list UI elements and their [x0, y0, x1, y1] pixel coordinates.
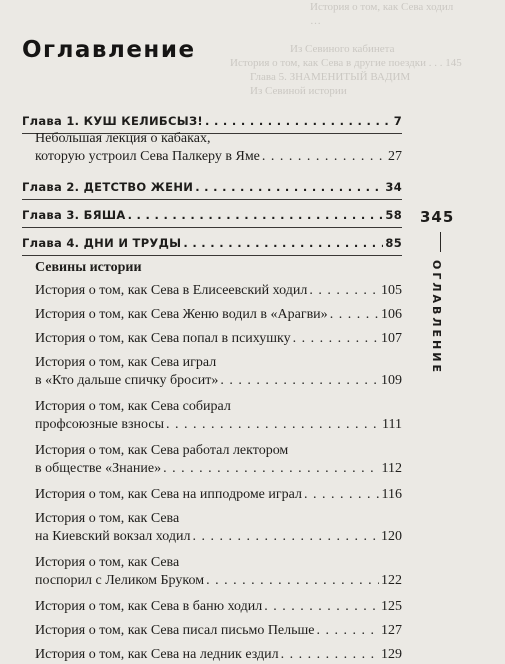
page-number: 7: [393, 114, 402, 128]
entry-line-2-wrap: [35, 416, 402, 434]
entry-line-2-wrap: [35, 528, 402, 546]
leader-dots: [195, 178, 383, 196]
page-number: 120: [381, 529, 402, 544]
toc-story-entry[interactable]: [35, 282, 402, 300]
folio-page-number: 345: [420, 208, 455, 226]
entry-line-2: которую устроил Сева Палкеру в Яме: [35, 149, 260, 164]
toc-story-entry[interactable]: [35, 398, 402, 434]
leader-dots: [293, 330, 379, 348]
page-number: 107: [381, 331, 402, 346]
entry-line-1: История о том, как Сева работал лектором: [35, 443, 289, 458]
entry-text: История о том, как Сева на ипподроме играл: [35, 487, 302, 502]
leader-dots: [166, 416, 380, 434]
toc-chapter-2[interactable]: [22, 178, 402, 200]
toc-story-entry[interactable]: [35, 510, 402, 546]
leader-dots: [262, 148, 386, 166]
entry-line-2: профсоюзные взносы: [35, 417, 164, 432]
toc-chapter-3[interactable]: [22, 206, 402, 228]
page-number: 34: [385, 180, 402, 194]
entry-line-1: Небольшая лекция о кабаках,: [35, 131, 211, 146]
entry-line-1: История о том, как Сева играл: [35, 355, 217, 370]
entry-text: История о том, как Сева в Елисеевский ходил: [35, 283, 308, 298]
chapter-label: Глава 3. БЯША: [22, 208, 126, 222]
leader-dots: [205, 112, 392, 130]
toc-story-entry[interactable]: [35, 622, 402, 640]
page-number: 122: [381, 573, 402, 588]
toc-story-entry[interactable]: [35, 330, 402, 348]
toc-subentry[interactable]: [35, 130, 402, 166]
page-number: 58: [385, 208, 402, 222]
entry-text: История о том, как Сева попал в психушку: [35, 331, 291, 346]
entry-line-2-wrap: [35, 372, 402, 390]
bleed-line: Из Севиной истории: [250, 85, 347, 97]
entry-line-2: в обществе «Знание»: [35, 461, 162, 476]
entry-text: История о том, как Сева писал письмо Пельше: [35, 623, 315, 638]
leader-dots: [163, 460, 379, 478]
chapter-label: Глава 4. ДНИ И ТРУДЫ: [22, 236, 182, 250]
page-title: Оглавление: [22, 37, 196, 63]
leader-dots: [128, 206, 384, 224]
entry-line-2-wrap: [35, 572, 402, 590]
chapter-label: Глава 2. ДЕТСТВО ЖЕНИ: [22, 180, 194, 194]
toc-story-entry[interactable]: [35, 354, 402, 390]
bleed-line: История о том, как Сева в другие поездки . . . 145: [230, 57, 462, 69]
toc-chapter-4[interactable]: [22, 234, 402, 256]
page-number: 112: [381, 461, 402, 476]
section-heading: Севины истории: [35, 260, 142, 275]
leader-dots: [330, 306, 379, 324]
toc-story-entry[interactable]: [35, 598, 402, 616]
page-number: 116: [381, 487, 402, 502]
page-number: 127: [381, 623, 402, 638]
toc-story-entry[interactable]: [35, 442, 402, 478]
toc-story-entry[interactable]: [35, 554, 402, 590]
chapter-label: Глава 1. КУШ КЕЛИБСЫЗ!: [22, 114, 203, 128]
page-number: 106: [381, 307, 402, 322]
entry-line-2-wrap: [35, 460, 402, 478]
leader-dots: [264, 598, 379, 616]
entry-text: История о том, как Сева в баню ходил: [35, 599, 263, 614]
entry-line-1: История о том, как Сева собирал: [35, 399, 231, 414]
bleed-through-text: [190, 0, 490, 100]
page-number: 129: [381, 647, 402, 662]
page-number: 109: [381, 373, 402, 388]
entry-line-2-wrap: [35, 148, 402, 166]
toc-story-entry[interactable]: [35, 306, 402, 324]
bleed-line: История о том, как Сева ходил: [310, 1, 454, 13]
bleed-line: Глава 5. ЗНАМЕНИТЫЙ ВАДИМ: [250, 71, 411, 83]
leader-dots: [309, 282, 379, 300]
entry-line-2: в «Кто дальше спичку бросит»: [35, 373, 219, 388]
running-head-divider: [440, 232, 441, 252]
running-head: ОГЛАВЛЕНИЕ: [430, 260, 443, 375]
entry-text: История о том, как Сева на ледник ездил: [35, 647, 279, 662]
entry-line-2: на Киевский вокзал ходил: [35, 529, 191, 544]
page-number: 27: [388, 149, 402, 164]
page-number: 85: [385, 236, 402, 250]
entry-line-1: История о том, как Сева: [35, 555, 180, 570]
toc-story-entry[interactable]: [35, 486, 402, 504]
page-number: 125: [381, 599, 402, 614]
entry-text: История о том, как Сева Женю водил в «Арагви»: [35, 307, 328, 322]
leader-dots: [304, 486, 380, 504]
entry-line-2: поспорил с Леликом Бруком: [35, 573, 205, 588]
leader-dots: [317, 622, 379, 640]
page-number: 105: [381, 283, 402, 298]
leader-dots: [183, 234, 383, 252]
bleed-line: …: [310, 15, 321, 27]
entry-line-1: История о том, как Сева: [35, 511, 180, 526]
bleed-line: Из Севиного кабинета: [290, 43, 395, 55]
leader-dots: [220, 372, 379, 390]
leader-dots: [192, 528, 379, 546]
leader-dots: [206, 572, 379, 590]
page-number: 111: [382, 417, 402, 432]
